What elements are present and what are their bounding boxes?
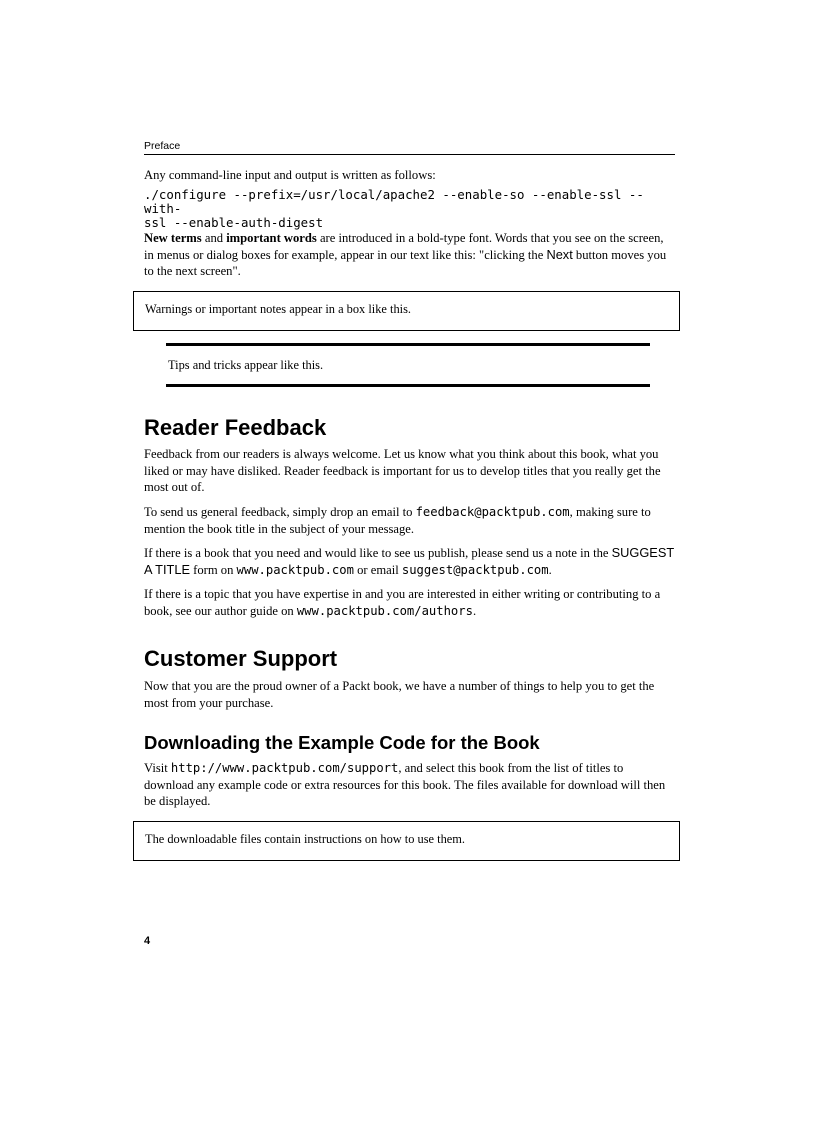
warning-box xyxy=(133,291,680,331)
support-link: http://www.packtpub.com/support xyxy=(170,761,399,775)
email-link: feedback@packtpub.com xyxy=(415,505,570,519)
bold-term: New terms xyxy=(144,231,202,245)
bold-term: important words xyxy=(226,231,317,245)
author-guide-link: www.packtpub.com/authors xyxy=(296,603,473,618)
tip-bottom-rule xyxy=(166,384,650,387)
site-link: www.packtpub.com xyxy=(236,562,354,577)
running-header xyxy=(144,140,675,155)
support-paragraph: Now that you are the proud owner of a Packt book, we have a number of things to help you to get the most from your purchase. xyxy=(144,679,655,710)
page-number: 4 xyxy=(144,935,151,947)
form-name: SUGGEST A TITLE xyxy=(144,545,674,577)
feedback-email-paragraph: To send us general feedback, simply drop an email to feedback@packtpub.com, making sure to mention the book title in the subject of your message. xyxy=(144,505,651,536)
code-line: ./configure --prefix=/usr/local/apache2 --enable-so --enable-ssl --with- xyxy=(144,187,644,216)
author-paragraph: If there is a topic that you have expertise in and you are interested in either writing or contributing to a book, see our author guide on www.packtpub.com/authors. xyxy=(144,587,661,618)
suggest-paragraph: If there is a book that you need and would like to see us publish, please send us a note in the SUGGEST A TITLE form on www.packtpub.com or email suggest@packtpub.com. xyxy=(144,545,674,577)
cmd-intro: Any command-line input and output is written as follows: xyxy=(144,168,436,182)
feedback-paragraph: Feedback from our readers is always welcome. Let us know what you think about this book, what you liked or may have disliked. Reader feedback is important for us to develop titles that you really get the most out of. xyxy=(144,447,661,494)
heading-reader-feedback: Reader Feedback xyxy=(144,415,327,440)
warning-text: Warnings or important notes appear in a box like this. xyxy=(145,302,412,316)
code-line: ssl --enable-auth-digest xyxy=(144,215,324,230)
header-label: Preface xyxy=(144,140,181,152)
heading-customer-support: Customer Support xyxy=(144,646,338,671)
download-paragraph: Visit http://www.packtpub.com/support, and select this book from the list of titles to download any example code or extra resources for this book. The files available for download will then be displayed. xyxy=(144,761,666,808)
download-note-text: The downloadable files contain instructions on how to use them. xyxy=(145,832,466,846)
heading-downloading-code: Downloading the Example Code for the Book xyxy=(144,732,540,753)
download-note-box xyxy=(133,821,680,861)
email-link: suggest@packtpub.com xyxy=(401,562,549,577)
ui-term: Next xyxy=(546,246,573,262)
terms-paragraph: New terms and important words are introduced in a bold-type font. Words that you see on the screen, in menus or dialog boxes for example, appear in our text like this: "clicking the Next button moves you to the next screen". xyxy=(144,231,667,278)
tip-top-rule xyxy=(166,343,650,346)
tip-text: Tips and tricks appear like this. xyxy=(168,358,324,372)
code-block xyxy=(144,188,679,230)
